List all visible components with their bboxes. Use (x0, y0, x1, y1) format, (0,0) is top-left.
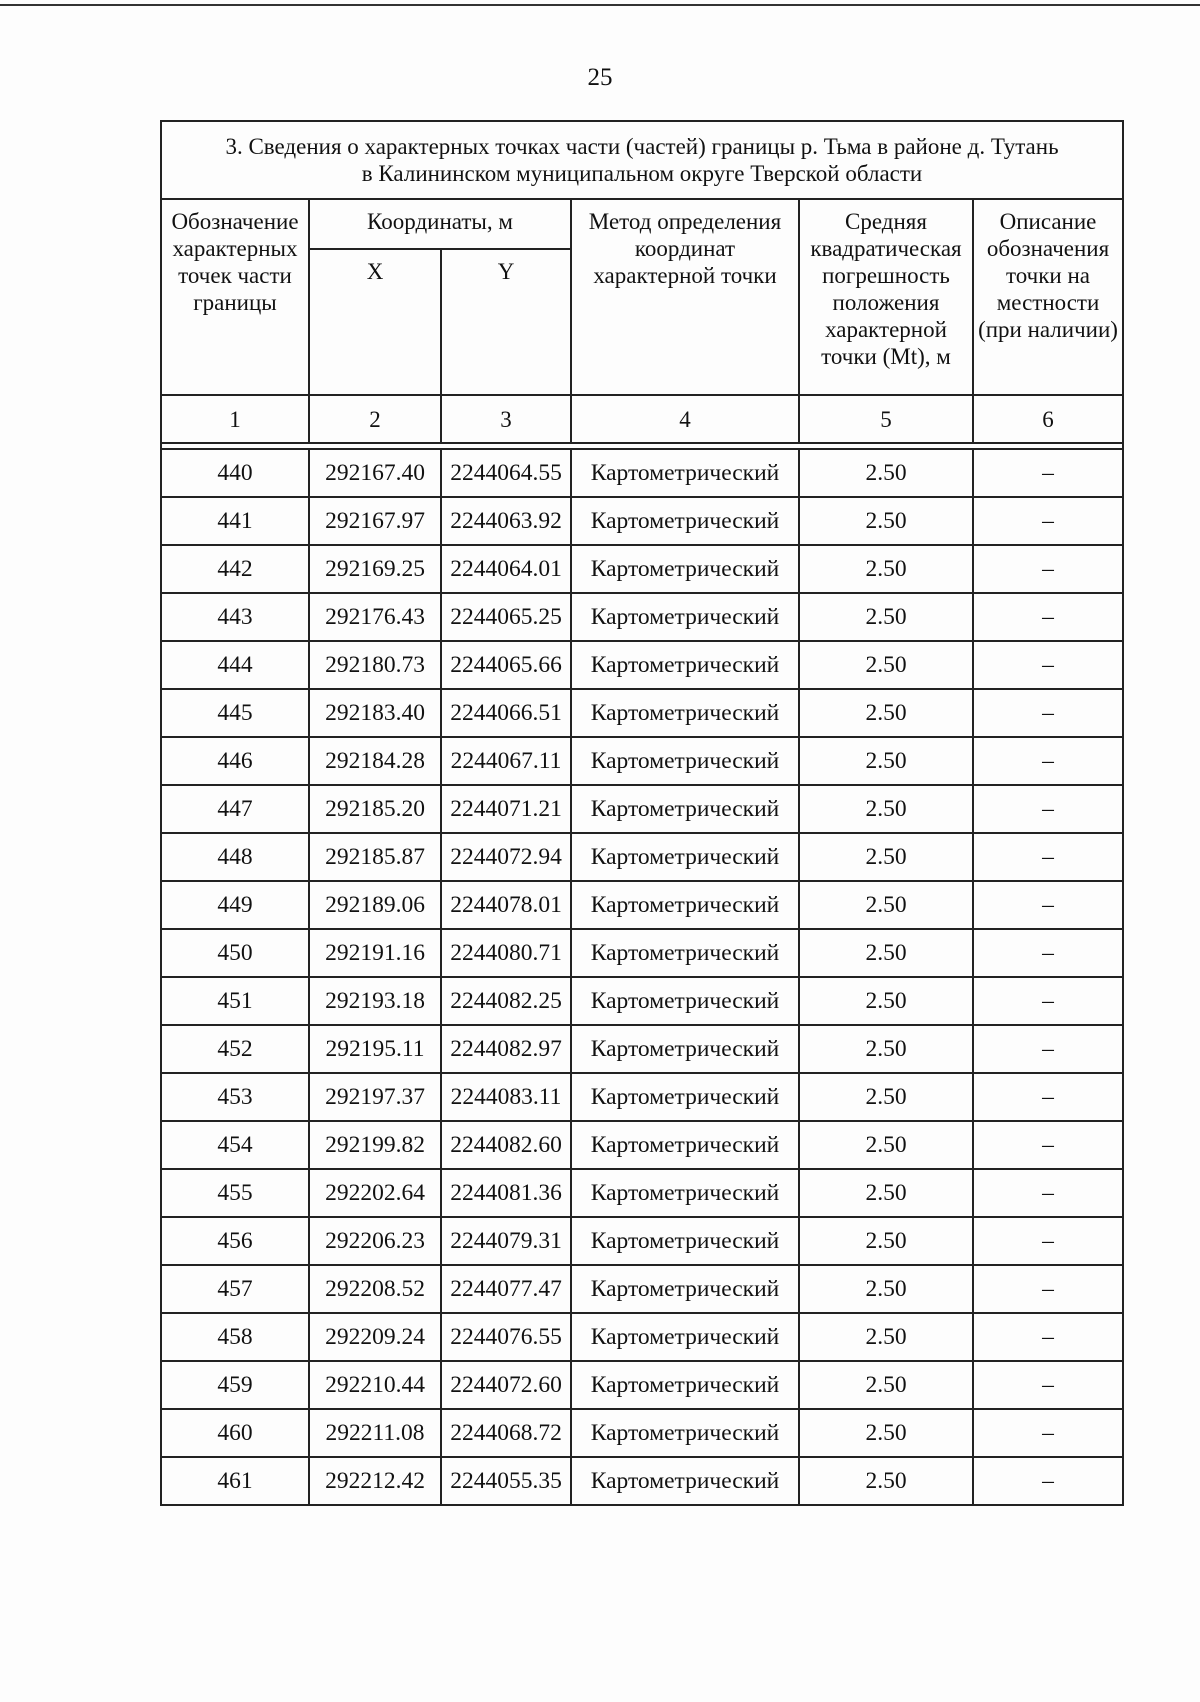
x-coordinate-cell: 292185.87 (309, 833, 441, 881)
point-id-cell: 443 (161, 593, 309, 641)
column-number: 4 (571, 395, 799, 443)
point-id-cell: 456 (161, 1217, 309, 1265)
y-coordinate-cell: 2244072.94 (441, 833, 571, 881)
table-row (161, 1457, 1123, 1505)
point-id-cell: 442 (161, 545, 309, 593)
error-cell: 2.50 (799, 1073, 973, 1121)
description-cell: – (973, 1313, 1123, 1361)
point-id-cell: 459 (161, 1361, 309, 1409)
x-coordinate-cell: 292176.43 (309, 593, 441, 641)
point-id-cell: 444 (161, 641, 309, 689)
description-cell: – (973, 1217, 1123, 1265)
x-coordinate-cell: 292180.73 (309, 641, 441, 689)
point-id-cell: 453 (161, 1073, 309, 1121)
description-cell: – (973, 1025, 1123, 1073)
x-coordinate-cell: 292211.08 (309, 1409, 441, 1457)
table-row (161, 689, 1123, 737)
table-row (161, 1073, 1123, 1121)
table-row (161, 1313, 1123, 1361)
x-coordinate-cell: 292210.44 (309, 1361, 441, 1409)
description-cell: – (973, 1361, 1123, 1409)
point-id-cell: 450 (161, 929, 309, 977)
description-cell: – (973, 497, 1123, 545)
method-cell: Картометрический (571, 1217, 799, 1265)
table-row (161, 881, 1123, 929)
x-coordinate-cell: 292167.97 (309, 497, 441, 545)
table-row (161, 1265, 1123, 1313)
error-cell: 2.50 (799, 1025, 973, 1073)
point-id-cell: 449 (161, 881, 309, 929)
x-coordinate-cell: 292191.16 (309, 929, 441, 977)
error-cell: 2.50 (799, 1409, 973, 1457)
table-row (161, 497, 1123, 545)
x-coordinate-cell: 292184.28 (309, 737, 441, 785)
x-coordinate-cell: 292202.64 (309, 1169, 441, 1217)
error-cell: 2.50 (799, 1121, 973, 1169)
description-cell: – (973, 449, 1123, 497)
column-number: 5 (799, 395, 973, 443)
error-cell: 2.50 (799, 1169, 973, 1217)
method-cell: Картометрический (571, 881, 799, 929)
x-coordinate-cell: 292167.40 (309, 449, 441, 497)
column-number: 1 (161, 395, 309, 443)
table-row (161, 977, 1123, 1025)
description-cell: – (973, 1265, 1123, 1313)
y-coordinate-cell: 2244071.21 (441, 785, 571, 833)
point-id-cell: 447 (161, 785, 309, 833)
description-cell: – (973, 1169, 1123, 1217)
method-cell: Картометрический (571, 689, 799, 737)
header-error: Средняя квадратическая погрешность положения характерной точки (Mt), м (799, 199, 973, 395)
description-cell: – (973, 977, 1123, 1025)
table-row (161, 1169, 1123, 1217)
method-cell: Картометрический (571, 1169, 799, 1217)
table-row (161, 1217, 1123, 1265)
y-coordinate-cell: 2244077.47 (441, 1265, 571, 1313)
method-cell: Картометрический (571, 833, 799, 881)
table-title-line2: в Калининском муниципальном округе Тверской области (361, 161, 923, 186)
error-cell: 2.50 (799, 737, 973, 785)
y-coordinate-cell: 2244079.31 (441, 1217, 571, 1265)
column-number: 6 (973, 395, 1123, 443)
column-number: 3 (441, 395, 571, 443)
table-row (161, 833, 1123, 881)
description-cell: – (973, 737, 1123, 785)
x-coordinate-cell: 292199.82 (309, 1121, 441, 1169)
table-row (161, 1361, 1123, 1409)
error-cell: 2.50 (799, 785, 973, 833)
x-coordinate-cell: 292195.11 (309, 1025, 441, 1073)
method-cell: Картометрический (571, 1457, 799, 1505)
header-x: X (309, 249, 441, 395)
point-id-cell: 441 (161, 497, 309, 545)
title-row (161, 121, 1123, 199)
method-cell: Картометрический (571, 497, 799, 545)
y-coordinate-cell: 2244066.51 (441, 689, 571, 737)
y-coordinate-cell: 2244076.55 (441, 1313, 571, 1361)
description-cell: – (973, 785, 1123, 833)
header-y: Y (441, 249, 571, 395)
error-cell: 2.50 (799, 1265, 973, 1313)
table-row (161, 593, 1123, 641)
y-coordinate-cell: 2244065.66 (441, 641, 571, 689)
y-coordinate-cell: 2244067.11 (441, 737, 571, 785)
point-id-cell: 445 (161, 689, 309, 737)
y-coordinate-cell: 2244083.11 (441, 1073, 571, 1121)
y-coordinate-cell: 2244081.36 (441, 1169, 571, 1217)
x-coordinate-cell: 292185.20 (309, 785, 441, 833)
y-coordinate-cell: 2244082.60 (441, 1121, 571, 1169)
column-number: 2 (309, 395, 441, 443)
point-id-cell: 452 (161, 1025, 309, 1073)
error-cell: 2.50 (799, 1313, 973, 1361)
method-cell: Картометрический (571, 1265, 799, 1313)
table-row (161, 449, 1123, 497)
point-id-cell: 446 (161, 737, 309, 785)
error-cell: 2.50 (799, 497, 973, 545)
x-coordinate-cell: 292197.37 (309, 1073, 441, 1121)
error-cell: 2.50 (799, 545, 973, 593)
x-coordinate-cell: 292208.52 (309, 1265, 441, 1313)
description-cell: – (973, 881, 1123, 929)
error-cell: 2.50 (799, 449, 973, 497)
table-row (161, 1121, 1123, 1169)
y-coordinate-cell: 2244055.35 (441, 1457, 571, 1505)
page-number: 25 (587, 64, 613, 91)
point-id-cell: 454 (161, 1121, 309, 1169)
y-coordinate-cell: 2244065.25 (441, 593, 571, 641)
method-cell: Картометрический (571, 929, 799, 977)
table-body (161, 121, 1123, 1505)
description-cell: – (973, 545, 1123, 593)
method-cell: Картометрический (571, 1073, 799, 1121)
method-cell: Картометрический (571, 1313, 799, 1361)
point-id-cell: 460 (161, 1409, 309, 1457)
description-cell: – (973, 689, 1123, 737)
method-cell: Картометрический (571, 737, 799, 785)
method-cell: Картометрический (571, 1121, 799, 1169)
y-coordinate-cell: 2244064.01 (441, 545, 571, 593)
point-id-cell: 457 (161, 1265, 309, 1313)
boundary-points-table (160, 120, 1124, 1506)
y-coordinate-cell: 2244082.25 (441, 977, 571, 1025)
x-coordinate-cell: 292212.42 (309, 1457, 441, 1505)
point-id-cell: 458 (161, 1313, 309, 1361)
description-cell: – (973, 929, 1123, 977)
method-cell: Картометрический (571, 641, 799, 689)
error-cell: 2.50 (799, 641, 973, 689)
error-cell: 2.50 (799, 833, 973, 881)
table-title-line1: 3. Сведения о характерных точках части (частей) границы р. Тьма в районе д. Тутань (225, 134, 1059, 159)
description-cell: – (973, 1073, 1123, 1121)
description-cell: – (973, 1457, 1123, 1505)
y-coordinate-cell: 2244064.55 (441, 449, 571, 497)
point-id-cell: 461 (161, 1457, 309, 1505)
point-id-cell: 448 (161, 833, 309, 881)
table-row (161, 545, 1123, 593)
method-cell: Картометрический (571, 1361, 799, 1409)
header-method: Метод определения координат характерной точки (571, 199, 799, 395)
table-row (161, 1409, 1123, 1457)
method-cell: Картометрический (571, 1409, 799, 1457)
header-coordinates: Координаты, м (309, 199, 571, 249)
table-row (161, 785, 1123, 833)
method-cell: Картометрический (571, 785, 799, 833)
method-cell: Картометрический (571, 545, 799, 593)
x-coordinate-cell: 292169.25 (309, 545, 441, 593)
point-id-cell: 455 (161, 1169, 309, 1217)
method-cell: Картометрический (571, 1025, 799, 1073)
method-cell: Картометрический (571, 977, 799, 1025)
error-cell: 2.50 (799, 929, 973, 977)
x-coordinate-cell: 292206.23 (309, 1217, 441, 1265)
error-cell: 2.50 (799, 593, 973, 641)
method-cell: Картометрический (571, 449, 799, 497)
error-cell: 2.50 (799, 1217, 973, 1265)
error-cell: 2.50 (799, 881, 973, 929)
table-title (161, 121, 1123, 199)
column-number-row (161, 395, 1123, 443)
table-row (161, 641, 1123, 689)
method-cell: Картометрический (571, 593, 799, 641)
description-cell: – (973, 1409, 1123, 1457)
y-coordinate-cell: 2244068.72 (441, 1409, 571, 1457)
header-designation: Обозначение характерных точек части границы (161, 199, 309, 395)
error-cell: 2.50 (799, 1457, 973, 1505)
x-coordinate-cell: 292183.40 (309, 689, 441, 737)
y-coordinate-cell: 2244082.97 (441, 1025, 571, 1073)
page-top-border (0, 4, 1200, 6)
error-cell: 2.50 (799, 1361, 973, 1409)
error-cell: 2.50 (799, 977, 973, 1025)
point-id-cell: 440 (161, 449, 309, 497)
y-coordinate-cell: 2244072.60 (441, 1361, 571, 1409)
y-coordinate-cell: 2244080.71 (441, 929, 571, 977)
table-row (161, 929, 1123, 977)
point-id-cell: 451 (161, 977, 309, 1025)
description-cell: – (973, 641, 1123, 689)
x-coordinate-cell: 292189.06 (309, 881, 441, 929)
description-cell: – (973, 1121, 1123, 1169)
table-row (161, 737, 1123, 785)
x-coordinate-cell: 292209.24 (309, 1313, 441, 1361)
y-coordinate-cell: 2244063.92 (441, 497, 571, 545)
table-row (161, 1025, 1123, 1073)
description-cell: – (973, 833, 1123, 881)
header-row (161, 199, 1123, 249)
error-cell: 2.50 (799, 689, 973, 737)
y-coordinate-cell: 2244078.01 (441, 881, 571, 929)
description-cell: – (973, 593, 1123, 641)
x-coordinate-cell: 292193.18 (309, 977, 441, 1025)
header-description: Описание обозначения точки на местности (при наличии) (973, 199, 1123, 395)
